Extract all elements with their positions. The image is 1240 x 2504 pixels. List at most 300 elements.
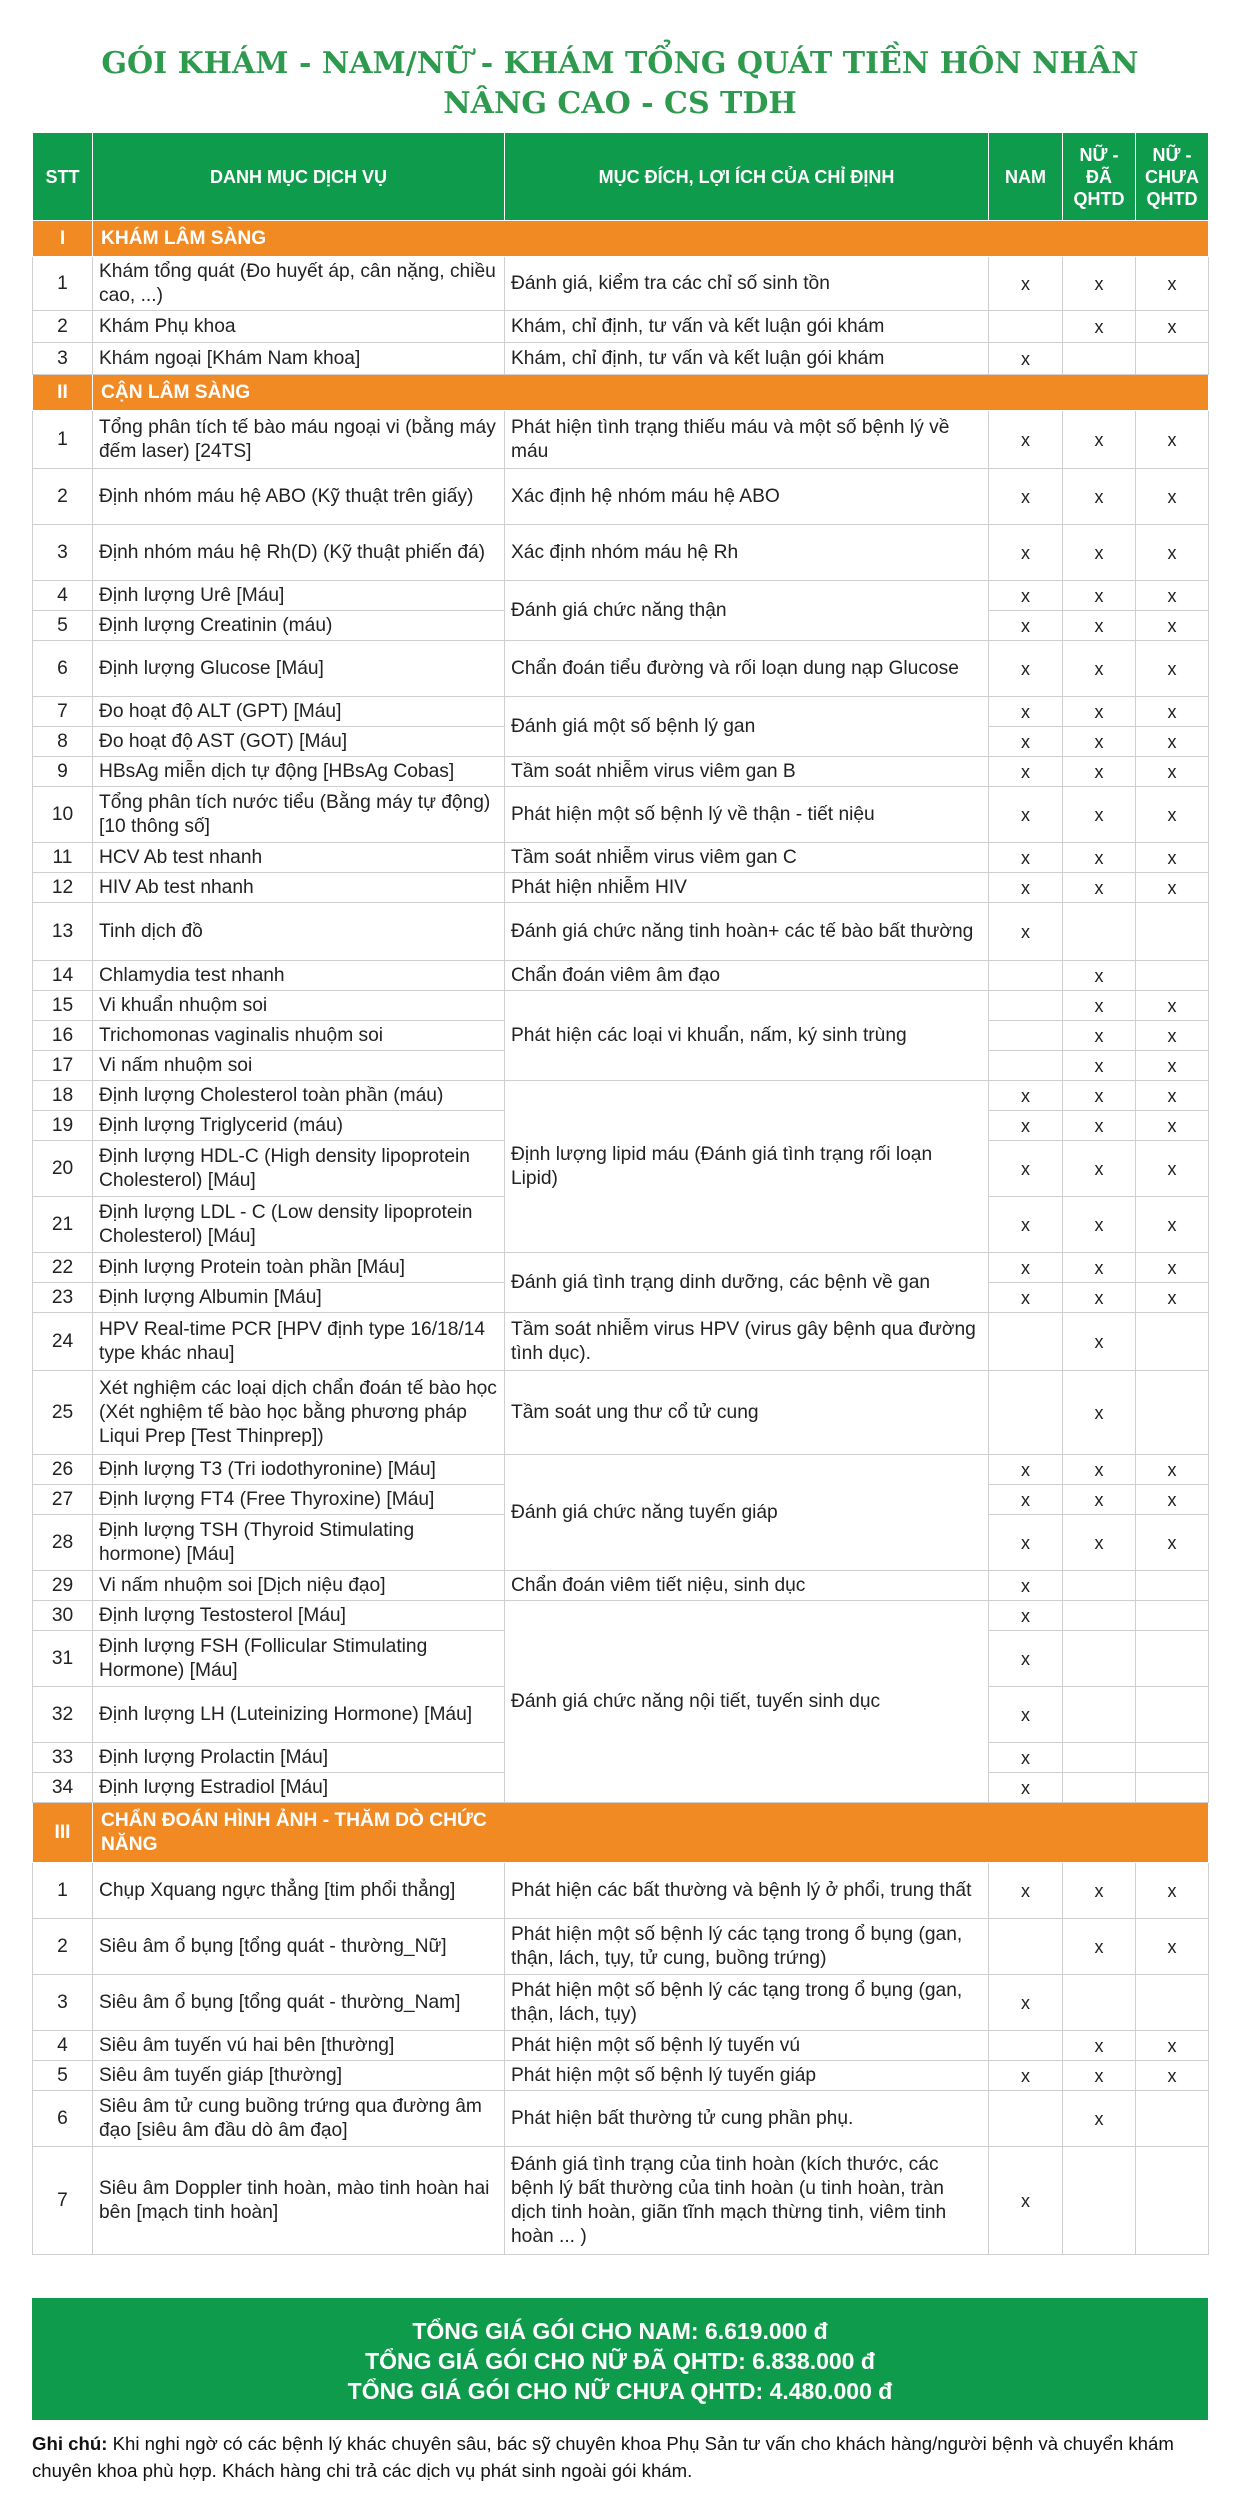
mark-female-married: x xyxy=(1063,257,1136,311)
mark-male xyxy=(989,311,1063,343)
table-row xyxy=(33,1601,1209,1631)
section-number: III xyxy=(33,1803,93,1863)
mark-female-married: x xyxy=(1063,1197,1136,1253)
service-name: Định lượng Testosterol [Máu] xyxy=(93,1601,505,1631)
mark-male xyxy=(989,1021,1063,1051)
mark-male xyxy=(989,1051,1063,1081)
mark-female-married: x xyxy=(1063,1141,1136,1197)
service-name: Siêu âm ổ bụng [tổng quát - thường_Nam] xyxy=(93,1975,505,2031)
section-header-row xyxy=(33,221,1209,257)
service-name: Định lượng Protein toàn phần [Máu] xyxy=(93,1253,505,1283)
table-row xyxy=(33,581,1209,611)
mark-female-married: x xyxy=(1063,1051,1136,1081)
row-number: 6 xyxy=(33,641,93,697)
service-name: Định lượng TSH (Thyroid Stimulating hormone) [Máu] xyxy=(93,1515,505,1571)
mark-female-married: x xyxy=(1063,1253,1136,1283)
mark-male: x xyxy=(989,1253,1063,1283)
mark-female-unmarried: x xyxy=(1136,873,1209,903)
mark-female-unmarried: x xyxy=(1136,311,1209,343)
row-number: 29 xyxy=(33,1571,93,1601)
row-number: 13 xyxy=(33,903,93,961)
section-header-row xyxy=(33,1803,1209,1863)
mark-female-married: x xyxy=(1063,2031,1136,2061)
service-name: Trichomonas vaginalis nhuộm soi xyxy=(93,1021,505,1051)
row-number: 10 xyxy=(33,787,93,843)
mark-female-married xyxy=(1063,1743,1136,1773)
section-title: KHÁM LÂM SÀNG xyxy=(93,221,1209,257)
mark-female-married: x xyxy=(1063,611,1136,641)
mark-female-unmarried: x xyxy=(1136,843,1209,873)
mark-female-unmarried: x xyxy=(1136,257,1209,311)
header-female-unmarried: NỮ - CHƯA QHTD xyxy=(1136,133,1209,221)
table-row xyxy=(33,641,1209,697)
mark-male: x xyxy=(989,469,1063,525)
mark-male: x xyxy=(989,1631,1063,1687)
header-female-married: NỮ - ĐÃ QHTD xyxy=(1063,133,1136,221)
service-purpose: Phát hiện một số bệnh lý tuyến vú xyxy=(505,2031,989,2061)
mark-female-married xyxy=(1063,1571,1136,1601)
mark-male xyxy=(989,991,1063,1021)
mark-male: x xyxy=(989,1863,1063,1919)
mark-female-unmarried: x xyxy=(1136,1485,1209,1515)
mark-female-married: x xyxy=(1063,1515,1136,1571)
mark-female-married: x xyxy=(1063,1371,1136,1455)
service-name: Tinh dịch đồ xyxy=(93,903,505,961)
service-name: Đo hoạt độ AST (GOT) [Máu] xyxy=(93,727,505,757)
mark-male: x xyxy=(989,697,1063,727)
service-name: Định lượng Urê [Máu] xyxy=(93,581,505,611)
row-number: 32 xyxy=(33,1687,93,1743)
mark-female-unmarried: x xyxy=(1136,1253,1209,1283)
mark-female-unmarried: x xyxy=(1136,581,1209,611)
service-name: Khám ngoại [Khám Nam khoa] xyxy=(93,343,505,375)
service-name: Siêu âm ổ bụng [tổng quát - thường_Nữ] xyxy=(93,1919,505,1975)
mark-male xyxy=(989,1371,1063,1455)
row-number: 3 xyxy=(33,343,93,375)
mark-female-unmarried xyxy=(1136,1371,1209,1455)
mark-male: x xyxy=(989,1283,1063,1313)
service-name: Định lượng Triglycerid (máu) xyxy=(93,1111,505,1141)
table-row xyxy=(33,787,1209,843)
mark-female-unmarried: x xyxy=(1136,1197,1209,1253)
service-name: Xét nghiệm các loại dịch chẩn đoán tế bào học (Xét nghiệm tế bào học bằng phương pháp Liqui Prep [Test Thinprep]) xyxy=(93,1371,505,1455)
service-purpose: Định lượng lipid máu (Đánh giá tình trạng rối loạn Lipid) xyxy=(505,1081,989,1253)
row-number: 14 xyxy=(33,961,93,991)
mark-female-married xyxy=(1063,903,1136,961)
row-number: 1 xyxy=(33,257,93,311)
service-purpose: Xác định nhóm máu hệ Rh xyxy=(505,525,989,581)
mark-female-unmarried: x xyxy=(1136,411,1209,469)
mark-female-married: x xyxy=(1063,991,1136,1021)
mark-female-married xyxy=(1063,1975,1136,2031)
mark-female-married: x xyxy=(1063,1111,1136,1141)
service-name: Tổng phân tích nước tiểu (Bằng máy tự động) [10 thông số] xyxy=(93,787,505,843)
mark-female-married xyxy=(1063,1631,1136,1687)
service-name: Định lượng Prolactin [Máu] xyxy=(93,1743,505,1773)
row-number: 28 xyxy=(33,1515,93,1571)
mark-female-unmarried xyxy=(1136,1313,1209,1371)
service-name: Siêu âm tuyến vú hai bên [thường] xyxy=(93,2031,505,2061)
title-line-1: GÓI KHÁM - NAM/NỮ - KHÁM TỔNG QUÁT TIỀN HÔN NHÂN xyxy=(101,46,1139,81)
mark-female-unmarried: x xyxy=(1136,1111,1209,1141)
service-name: Định lượng FSH (Follicular Stimulating Hormone) [Máu] xyxy=(93,1631,505,1687)
service-purpose: Đánh giá một số bệnh lý gan xyxy=(505,697,989,757)
mark-female-married: x xyxy=(1063,1021,1136,1051)
mark-female-unmarried: x xyxy=(1136,2061,1209,2091)
mark-female-married: x xyxy=(1063,757,1136,787)
mark-female-unmarried xyxy=(1136,1631,1209,1687)
section-number: I xyxy=(33,221,93,257)
mark-female-married: x xyxy=(1063,1485,1136,1515)
mark-male xyxy=(989,1919,1063,1975)
mark-female-unmarried: x xyxy=(1136,991,1209,1021)
service-purpose: Phát hiện nhiễm HIV xyxy=(505,873,989,903)
table-row xyxy=(33,1313,1209,1371)
service-table-container xyxy=(32,132,1208,2255)
row-number: 24 xyxy=(33,1313,93,1371)
service-purpose: Chẩn đoán viêm tiết niệu, sinh dục xyxy=(505,1571,989,1601)
table-row xyxy=(33,2147,1209,2255)
service-purpose: Phát hiện một số bệnh lý về thận - tiết niệu xyxy=(505,787,989,843)
mark-male xyxy=(989,2031,1063,2061)
service-name: Tổng phân tích tế bào máu ngoại vi (bằng máy đếm laser) [24TS] xyxy=(93,411,505,469)
table-row xyxy=(33,903,1209,961)
table-row xyxy=(33,1253,1209,1283)
table-row xyxy=(33,757,1209,787)
row-number: 7 xyxy=(33,697,93,727)
service-purpose: Tầm soát nhiễm virus viêm gan B xyxy=(505,757,989,787)
mark-female-unmarried: x xyxy=(1136,727,1209,757)
row-number: 33 xyxy=(33,1743,93,1773)
section-title: CHẨN ĐOÁN HÌNH ẢNH - THĂM DÒ CHỨC NĂNG xyxy=(93,1803,1209,1863)
service-purpose: Phát hiện một số bệnh lý các tạng trong ổ bụng (gan, thận, lách, tụy, tử cung, buồng trứng) xyxy=(505,1919,989,1975)
service-purpose: Phát hiện một số bệnh lý tuyến giáp xyxy=(505,2061,989,2091)
service-purpose: Xác định hệ nhóm máu hệ ABO xyxy=(505,469,989,525)
row-number: 7 xyxy=(33,2147,93,2255)
section-number: II xyxy=(33,375,93,411)
price-female-married: TỔNG GIÁ GÓI CHO NỮ ĐÃ QHTD: 6.838.000 đ xyxy=(365,2348,875,2374)
table-row xyxy=(33,525,1209,581)
service-name: Vi khuẩn nhuộm soi xyxy=(93,991,505,1021)
service-purpose: Đánh giá, kiểm tra các chỉ số sinh tồn xyxy=(505,257,989,311)
mark-female-married: x xyxy=(1063,843,1136,873)
row-number: 19 xyxy=(33,1111,93,1141)
table-row xyxy=(33,2061,1209,2091)
service-name: HCV Ab test nhanh xyxy=(93,843,505,873)
service-purpose: Khám, chỉ định, tư vấn và kết luận gói khám xyxy=(505,311,989,343)
service-purpose: Đánh giá chức năng tuyến giáp xyxy=(505,1455,989,1571)
mark-male: x xyxy=(989,2061,1063,2091)
service-name: HIV Ab test nhanh xyxy=(93,873,505,903)
row-number: 23 xyxy=(33,1283,93,1313)
mark-female-married xyxy=(1063,343,1136,375)
service-name: Định nhóm máu hệ ABO (Kỹ thuật trên giấy) xyxy=(93,469,505,525)
mark-female-married: x xyxy=(1063,787,1136,843)
mark-male: x xyxy=(989,757,1063,787)
row-number: 27 xyxy=(33,1485,93,1515)
mark-female-married: x xyxy=(1063,581,1136,611)
service-purpose: Đánh giá chức năng thận xyxy=(505,581,989,641)
mark-female-married: x xyxy=(1063,469,1136,525)
mark-male: x xyxy=(989,1455,1063,1485)
mark-female-unmarried: x xyxy=(1136,1021,1209,1051)
mark-female-unmarried: x xyxy=(1136,1919,1209,1975)
mark-female-unmarried: x xyxy=(1136,787,1209,843)
service-name: Định lượng T3 (Tri iodothyronine) [Máu] xyxy=(93,1455,505,1485)
row-number: 17 xyxy=(33,1051,93,1081)
service-purpose: Phát hiện bất thường tử cung phần phụ. xyxy=(505,2091,989,2147)
mark-female-unmarried xyxy=(1136,1975,1209,2031)
service-name: Siêu âm tuyến giáp [thường] xyxy=(93,2061,505,2091)
mark-female-unmarried: x xyxy=(1136,641,1209,697)
row-number: 5 xyxy=(33,2061,93,2091)
mark-male: x xyxy=(989,641,1063,697)
service-purpose: Chẩn đoán tiểu đường và rối loạn dung nạp Glucose xyxy=(505,641,989,697)
mark-female-married: x xyxy=(1063,1455,1136,1485)
table-row xyxy=(33,2091,1209,2147)
mark-male: x xyxy=(989,1687,1063,1743)
mark-female-unmarried xyxy=(1136,961,1209,991)
service-name: HPV Real-time PCR [HPV định type 16/18/14 type khác nhau] xyxy=(93,1313,505,1371)
mark-female-married: x xyxy=(1063,873,1136,903)
row-number: 5 xyxy=(33,611,93,641)
mark-female-married: x xyxy=(1063,2091,1136,2147)
row-number: 2 xyxy=(33,469,93,525)
mark-female-unmarried: x xyxy=(1136,2031,1209,2061)
mark-male: x xyxy=(989,873,1063,903)
service-purpose: Tầm soát nhiễm virus HPV (virus gây bệnh qua đường tình dục). xyxy=(505,1313,989,1371)
table-row xyxy=(33,311,1209,343)
service-purpose: Đánh giá chức năng nội tiết, tuyến sinh dục xyxy=(505,1601,989,1803)
service-name: Chlamydia test nhanh xyxy=(93,961,505,991)
service-purpose: Đánh giá chức năng tinh hoàn+ các tế bào bất thường xyxy=(505,903,989,961)
service-purpose: Phát hiện các bất thường và bệnh lý ở phổi, trung thất xyxy=(505,1863,989,1919)
mark-female-married: x xyxy=(1063,641,1136,697)
mark-female-married: x xyxy=(1063,1283,1136,1313)
mark-female-unmarried: x xyxy=(1136,1283,1209,1313)
mark-female-married: x xyxy=(1063,727,1136,757)
row-number: 30 xyxy=(33,1601,93,1631)
service-purpose: Đánh giá tình trạng dinh dưỡng, các bệnh về gan xyxy=(505,1253,989,1313)
table-row xyxy=(33,257,1209,311)
table-row xyxy=(33,1371,1209,1455)
row-number: 26 xyxy=(33,1455,93,1485)
mark-male: x xyxy=(989,1485,1063,1515)
service-name: HBsAg miễn dịch tự động [HBsAg Cobas] xyxy=(93,757,505,787)
service-purpose: Khám, chỉ định, tư vấn và kết luận gói khám xyxy=(505,343,989,375)
section-title: CẬN LÂM SÀNG xyxy=(93,375,1209,411)
service-name: Định lượng HDL-C (High density lipoprotein Cholesterol) [Máu] xyxy=(93,1141,505,1197)
mark-female-unmarried xyxy=(1136,2147,1209,2255)
service-purpose: Phát hiện tình trạng thiếu máu và một số bệnh lý về máu xyxy=(505,411,989,469)
mark-female-unmarried xyxy=(1136,343,1209,375)
mark-female-unmarried: x xyxy=(1136,1515,1209,1571)
title-line-2: NÂNG CAO - CS TDH xyxy=(443,86,797,121)
mark-female-unmarried: x xyxy=(1136,1455,1209,1485)
mark-male: x xyxy=(989,1743,1063,1773)
row-number: 18 xyxy=(33,1081,93,1111)
row-number: 4 xyxy=(33,581,93,611)
mark-male: x xyxy=(989,903,1063,961)
row-number: 21 xyxy=(33,1197,93,1253)
header-stt: STT xyxy=(33,133,93,221)
service-purpose: Tầm soát ung thư cổ tử cung xyxy=(505,1371,989,1455)
row-number: 4 xyxy=(33,2031,93,2061)
mark-female-unmarried: x xyxy=(1136,697,1209,727)
price-summary xyxy=(32,2298,1208,2420)
mark-female-unmarried: x xyxy=(1136,1051,1209,1081)
page-title xyxy=(0,44,1240,124)
note-label: Ghi chú: xyxy=(32,2433,108,2454)
table-row xyxy=(33,469,1209,525)
row-number: 8 xyxy=(33,727,93,757)
mark-male: x xyxy=(989,1515,1063,1571)
mark-male: x xyxy=(989,843,1063,873)
mark-female-unmarried xyxy=(1136,1601,1209,1631)
table-row xyxy=(33,1919,1209,1975)
table-row xyxy=(33,1455,1209,1485)
service-purpose: Phát hiện các loại vi khuẩn, nấm, ký sinh trùng xyxy=(505,991,989,1081)
mark-female-unmarried xyxy=(1136,1571,1209,1601)
service-name: Siêu âm Doppler tinh hoàn, mào tinh hoàn hai bên [mạch tinh hoàn] xyxy=(93,2147,505,2255)
price-male: TỔNG GIÁ GÓI CHO NAM: 6.619.000 đ xyxy=(412,2318,828,2344)
mark-male: x xyxy=(989,525,1063,581)
service-name: Định lượng Estradiol [Máu] xyxy=(93,1773,505,1803)
mark-female-married: x xyxy=(1063,697,1136,727)
mark-male: x xyxy=(989,257,1063,311)
service-name: Định nhóm máu hệ Rh(D) (Kỹ thuật phiến đá) xyxy=(93,525,505,581)
row-number: 31 xyxy=(33,1631,93,1687)
table-row xyxy=(33,411,1209,469)
mark-female-married: x xyxy=(1063,411,1136,469)
mark-male: x xyxy=(989,411,1063,469)
mark-male: x xyxy=(989,1571,1063,1601)
service-name: Đo hoạt độ ALT (GPT) [Máu] xyxy=(93,697,505,727)
mark-female-married xyxy=(1063,2147,1136,2255)
row-number: 9 xyxy=(33,757,93,787)
row-number: 34 xyxy=(33,1773,93,1803)
table-row xyxy=(33,343,1209,375)
mark-female-unmarried: x xyxy=(1136,611,1209,641)
section-header-row xyxy=(33,375,1209,411)
table-row xyxy=(33,991,1209,1021)
service-purpose: Tầm soát nhiễm virus viêm gan C xyxy=(505,843,989,873)
row-number: 20 xyxy=(33,1141,93,1197)
table-row xyxy=(33,1863,1209,1919)
service-purpose: Phát hiện một số bệnh lý các tạng trong ổ bụng (gan, thận, lách, tụy) xyxy=(505,1975,989,2031)
mark-female-unmarried xyxy=(1136,2091,1209,2147)
mark-male xyxy=(989,1313,1063,1371)
row-number: 11 xyxy=(33,843,93,873)
mark-male: x xyxy=(989,1773,1063,1803)
mark-male: x xyxy=(989,343,1063,375)
table-row xyxy=(33,1975,1209,2031)
mark-female-married: x xyxy=(1063,961,1136,991)
mark-male: x xyxy=(989,787,1063,843)
note-text: Khi nghi ngờ có các bệnh lý khác chuyên sâu, bác sỹ chuyên khoa Phụ Sản tư vấn cho khách hàng/người bệnh và chuyển khám chuyên khoa phù hợp. Khách hàng chi trả các dịch vụ phát sinh ngoài gói khám. xyxy=(32,2433,1174,2481)
note xyxy=(32,2430,1208,2484)
service-table xyxy=(32,132,1209,2255)
row-number: 15 xyxy=(33,991,93,1021)
mark-female-married: x xyxy=(1063,1313,1136,1371)
mark-male: x xyxy=(989,611,1063,641)
service-name: Chụp Xquang ngực thẳng [tim phổi thẳng] xyxy=(93,1863,505,1919)
mark-female-married xyxy=(1063,1773,1136,1803)
mark-female-unmarried: x xyxy=(1136,525,1209,581)
mark-female-unmarried: x xyxy=(1136,1863,1209,1919)
mark-female-unmarried xyxy=(1136,903,1209,961)
mark-female-unmarried: x xyxy=(1136,1081,1209,1111)
table-row xyxy=(33,961,1209,991)
table-row xyxy=(33,2031,1209,2061)
header-service: DANH MỤC DỊCH VỤ xyxy=(93,133,505,221)
mark-female-married xyxy=(1063,1601,1136,1631)
mark-male: x xyxy=(989,1081,1063,1111)
table-row xyxy=(33,1081,1209,1111)
row-number: 22 xyxy=(33,1253,93,1283)
mark-female-married: x xyxy=(1063,1919,1136,1975)
mark-female-married: x xyxy=(1063,2061,1136,2091)
service-name: Định lượng LDL - C (Low density lipoprotein Cholesterol) [Máu] xyxy=(93,1197,505,1253)
row-number: 12 xyxy=(33,873,93,903)
mark-male xyxy=(989,2091,1063,2147)
row-number: 1 xyxy=(33,1863,93,1919)
row-number: 1 xyxy=(33,411,93,469)
price-female-unmarried: TỔNG GIÁ GÓI CHO NỮ CHƯA QHTD: 4.480.000 đ xyxy=(347,2378,893,2404)
service-name: Vi nấm nhuộm soi [Dịch niệu đạo] xyxy=(93,1571,505,1601)
row-number: 25 xyxy=(33,1371,93,1455)
mark-male: x xyxy=(989,2147,1063,2255)
mark-male: x xyxy=(989,1197,1063,1253)
mark-female-married: x xyxy=(1063,1863,1136,1919)
service-name: Định lượng Cholesterol toàn phần (máu) xyxy=(93,1081,505,1111)
table-row xyxy=(33,873,1209,903)
header-male: NAM xyxy=(989,133,1063,221)
service-name: Khám tổng quát (Đo huyết áp, cân nặng, chiều cao, ...) xyxy=(93,257,505,311)
service-name: Định lượng Albumin [Máu] xyxy=(93,1283,505,1313)
header-purpose: MỤC ĐÍCH, LỢI ÍCH CỦA CHỈ ĐỊNH xyxy=(505,133,989,221)
mark-female-unmarried: x xyxy=(1136,1141,1209,1197)
service-name: Định lượng Glucose [Máu] xyxy=(93,641,505,697)
service-purpose: Đánh giá tình trạng của tinh hoàn (kích thước, các bệnh lý bất thường của tinh hoàn (u tinh hoàn, tràn dịch tinh hoàn, giãn tĩnh mạch thừng tinh, viêm tinh hoàn ... ) xyxy=(505,2147,989,2255)
table-row xyxy=(33,1571,1209,1601)
service-name: Định lượng FT4 (Free Thyroxine) [Máu] xyxy=(93,1485,505,1515)
mark-female-unmarried xyxy=(1136,1773,1209,1803)
row-number: 2 xyxy=(33,1919,93,1975)
row-number: 3 xyxy=(33,525,93,581)
table-row xyxy=(33,843,1209,873)
mark-female-unmarried: x xyxy=(1136,469,1209,525)
mark-female-married: x xyxy=(1063,311,1136,343)
mark-male: x xyxy=(989,1141,1063,1197)
mark-female-unmarried: x xyxy=(1136,757,1209,787)
service-name: Khám Phụ khoa xyxy=(93,311,505,343)
mark-male xyxy=(989,961,1063,991)
row-number: 2 xyxy=(33,311,93,343)
mark-male: x xyxy=(989,581,1063,611)
mark-female-unmarried xyxy=(1136,1743,1209,1773)
service-name: Định lượng LH (Luteinizing Hormone) [Máu] xyxy=(93,1687,505,1743)
row-number: 3 xyxy=(33,1975,93,2031)
mark-female-unmarried xyxy=(1136,1687,1209,1743)
row-number: 6 xyxy=(33,2091,93,2147)
service-purpose: Chẩn đoán viêm âm đạo xyxy=(505,961,989,991)
service-name: Siêu âm tử cung buồng trứng qua đường âm đạo [siêu âm đầu dò âm đạo] xyxy=(93,2091,505,2147)
mark-male: x xyxy=(989,1975,1063,2031)
row-number: 16 xyxy=(33,1021,93,1051)
mark-female-married: x xyxy=(1063,525,1136,581)
mark-male: x xyxy=(989,727,1063,757)
